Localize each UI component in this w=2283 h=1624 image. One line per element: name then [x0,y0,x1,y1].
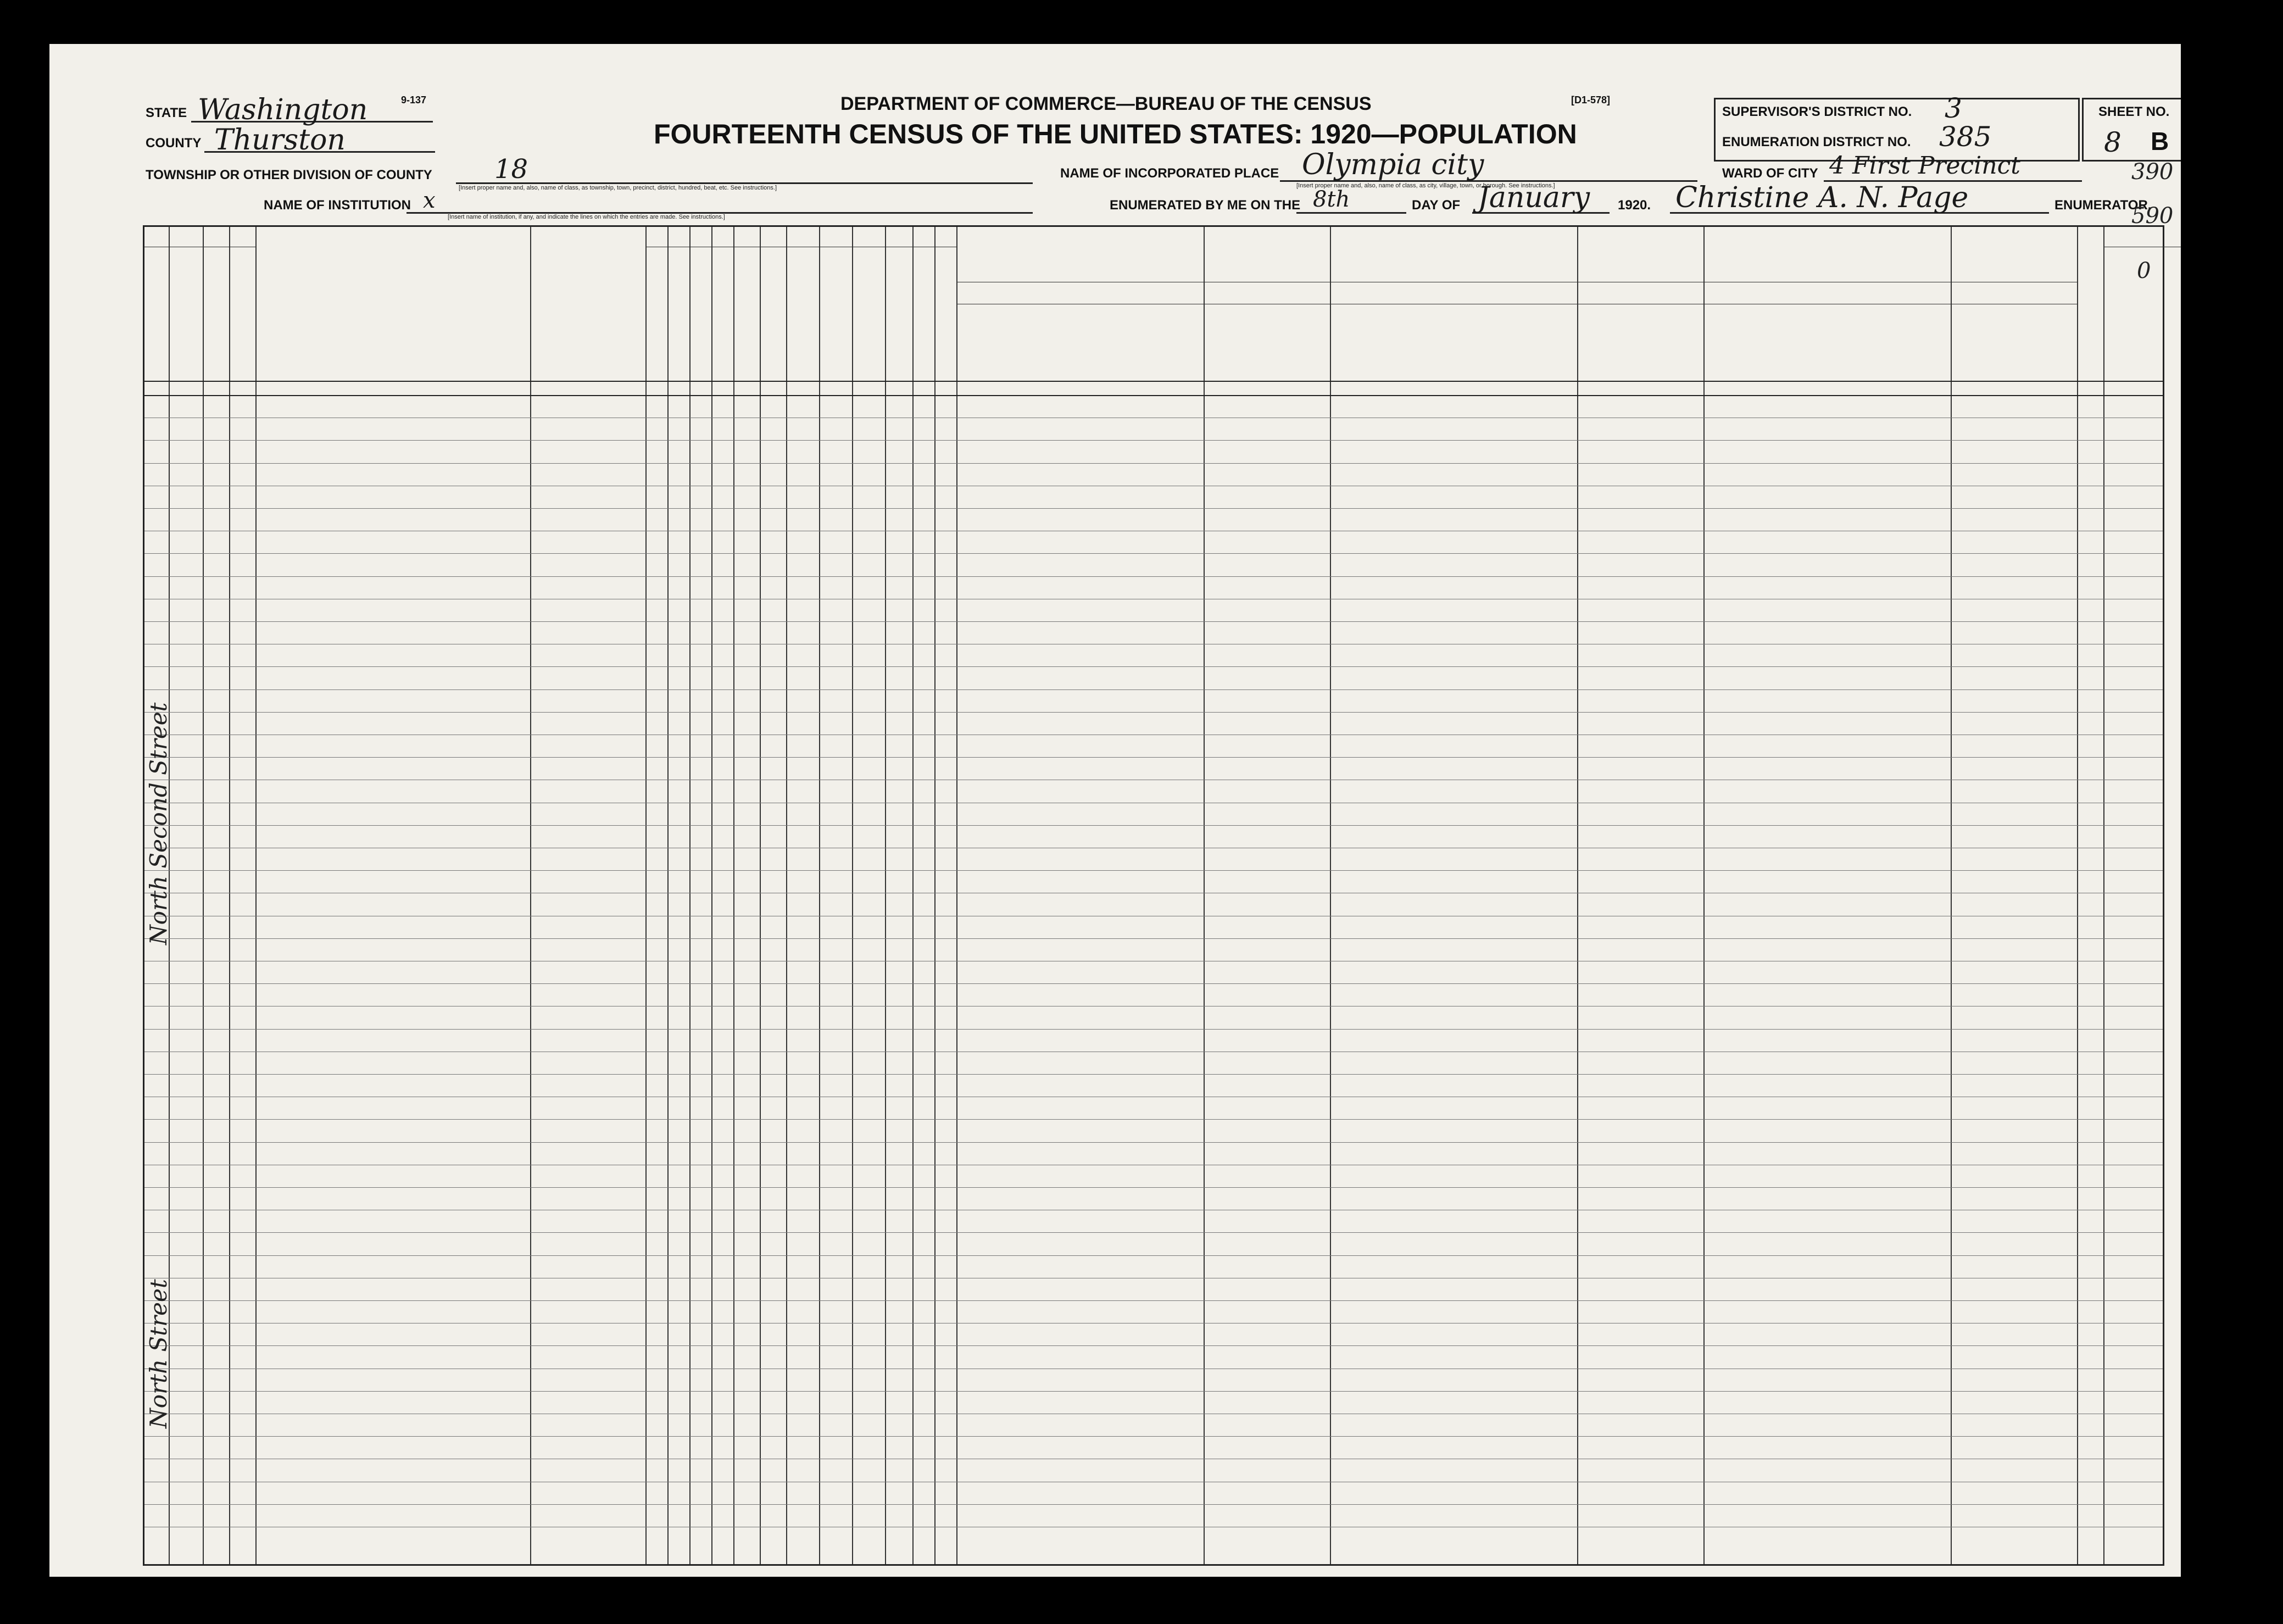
row-divider [144,1345,2163,1346]
column-divider [885,227,886,1564]
nativity-sub-divider [1951,304,1952,381]
column-divider [1577,227,1578,1564]
row-divider [144,1300,2163,1301]
enumerator-label: ENUMERATOR. [2054,198,2152,213]
column-divider [2077,227,2078,1564]
sheet-side: B [2151,127,2169,155]
column-divider [203,227,204,1564]
row-divider [144,983,2163,984]
department-heading: DEPARTMENT OF COMMERCE—BUREAU OF THE CENSUS [840,93,1372,114]
column-divider [229,227,230,1564]
institution-note: [Insert name of institution, if any, and indicate the lines on which the entries are made. See instructions.] [448,214,725,220]
margin-note-2: 590 [2131,203,2174,229]
row-divider [144,1391,2163,1392]
enumerated-month: January [1478,181,1590,214]
row-divider [144,938,2163,939]
census-sheet [49,44,2181,1577]
row-divider [144,1504,2163,1505]
enumeration-value: 385 [1939,121,1992,153]
census-title: FOURTEENTH CENSUS OF THE UNITED STATES: 1920—POPULATION [654,119,1577,149]
row-divider [144,440,2163,441]
row-divider [144,1142,2163,1143]
row-divider [144,712,2163,713]
enumeration-label: ENUMERATION DISTRICT NO. [1722,135,1911,149]
institution-value: x [423,188,436,213]
nativity-sub-divider [1204,304,1205,381]
ward-label: WARD OF CITY [1722,166,1818,181]
column-divider [1951,227,1952,1564]
supervisor-value: 3 [1945,92,1962,124]
column-divider [2103,227,2104,1564]
form-number: 9-137 [401,94,427,105]
township-label: TOWNSHIP OR OTHER DIVISION OF COUNTY [146,168,432,182]
column-divider [760,227,761,1564]
column-divider [1204,227,1205,1564]
street-annotation-1: North Second Street [145,702,172,945]
row-divider [144,1255,2163,1256]
census-table [143,225,2164,1566]
row-divider [144,1074,2163,1075]
row-divider [144,576,2163,577]
column-divider [689,227,691,1564]
column-divider [667,227,669,1564]
row-divider [144,757,2163,758]
place-note: [Insert proper name and, also, name of class, as city, village, town, or borough. See instructions.] [1296,182,1555,189]
ward-value: 4 First Precinct [1829,152,2020,180]
column-divider [645,227,647,1564]
column-divider [934,227,936,1564]
column-divider [1703,227,1705,1564]
row-divider [144,553,2163,554]
row-divider [144,508,2163,509]
nativity-sub-divider [1577,304,1578,381]
column-divider [852,227,853,1564]
header-divider [144,381,2163,382]
street-annotation-2: North Street [145,1279,172,1428]
county-label: COUNTY [146,136,202,151]
column-divider [530,227,531,1564]
row-divider [144,666,2163,667]
enumerated-year: 1920. [1618,198,1651,213]
township-value: 18 [494,154,528,185]
margin-note-3: 0 [2137,258,2151,283]
place-value: Olympia city [1302,148,1484,181]
column-divider [733,227,734,1564]
column-divider [912,227,914,1564]
column-number-divider [144,395,2163,396]
sheet-number: 8 [2104,126,2121,158]
state-value: Washington [198,93,368,126]
institution-label: NAME OF INSTITUTION [264,198,411,213]
sheet-label: SHEET NO. [2098,104,2170,119]
column-divider [711,227,712,1564]
enumerated-label: ENUMERATED BY ME ON THE [1110,198,1301,213]
row-divider [144,689,2163,690]
row-divider [144,463,2163,464]
row-divider [144,870,2163,871]
day-of-label: DAY OF [1412,198,1461,213]
row-divider [144,621,2163,622]
margin-note-1: 390 [2131,159,2174,185]
row-divider [144,825,2163,826]
row-divider [144,1187,2163,1188]
column-divider [786,227,787,1564]
row-divider [144,1436,2163,1437]
row-divider [144,1119,2163,1120]
enumerated-day: 8th [1313,187,1350,212]
column-divider [819,227,820,1564]
column-divider [956,227,957,1564]
form-code: [D1-578] [1571,94,1611,105]
row-divider [144,1232,2163,1233]
place-label: NAME OF INCORPORATED PLACE [1060,166,1279,181]
county-value: Thurston [214,124,346,157]
state-label: STATE [146,105,187,120]
enumerator-name: Christine A. N. Page [1675,181,1969,214]
column-divider [1330,227,1331,1564]
column-divider [255,227,257,1564]
supervisor-label: SUPERVISOR'S DISTRICT NO. [1722,104,1912,119]
row-divider [144,1029,2163,1030]
township-note: [Insert proper name and, also, name of class, as township, town, precinct, district, hundred, beat, etc. See instructions.] [459,185,777,191]
